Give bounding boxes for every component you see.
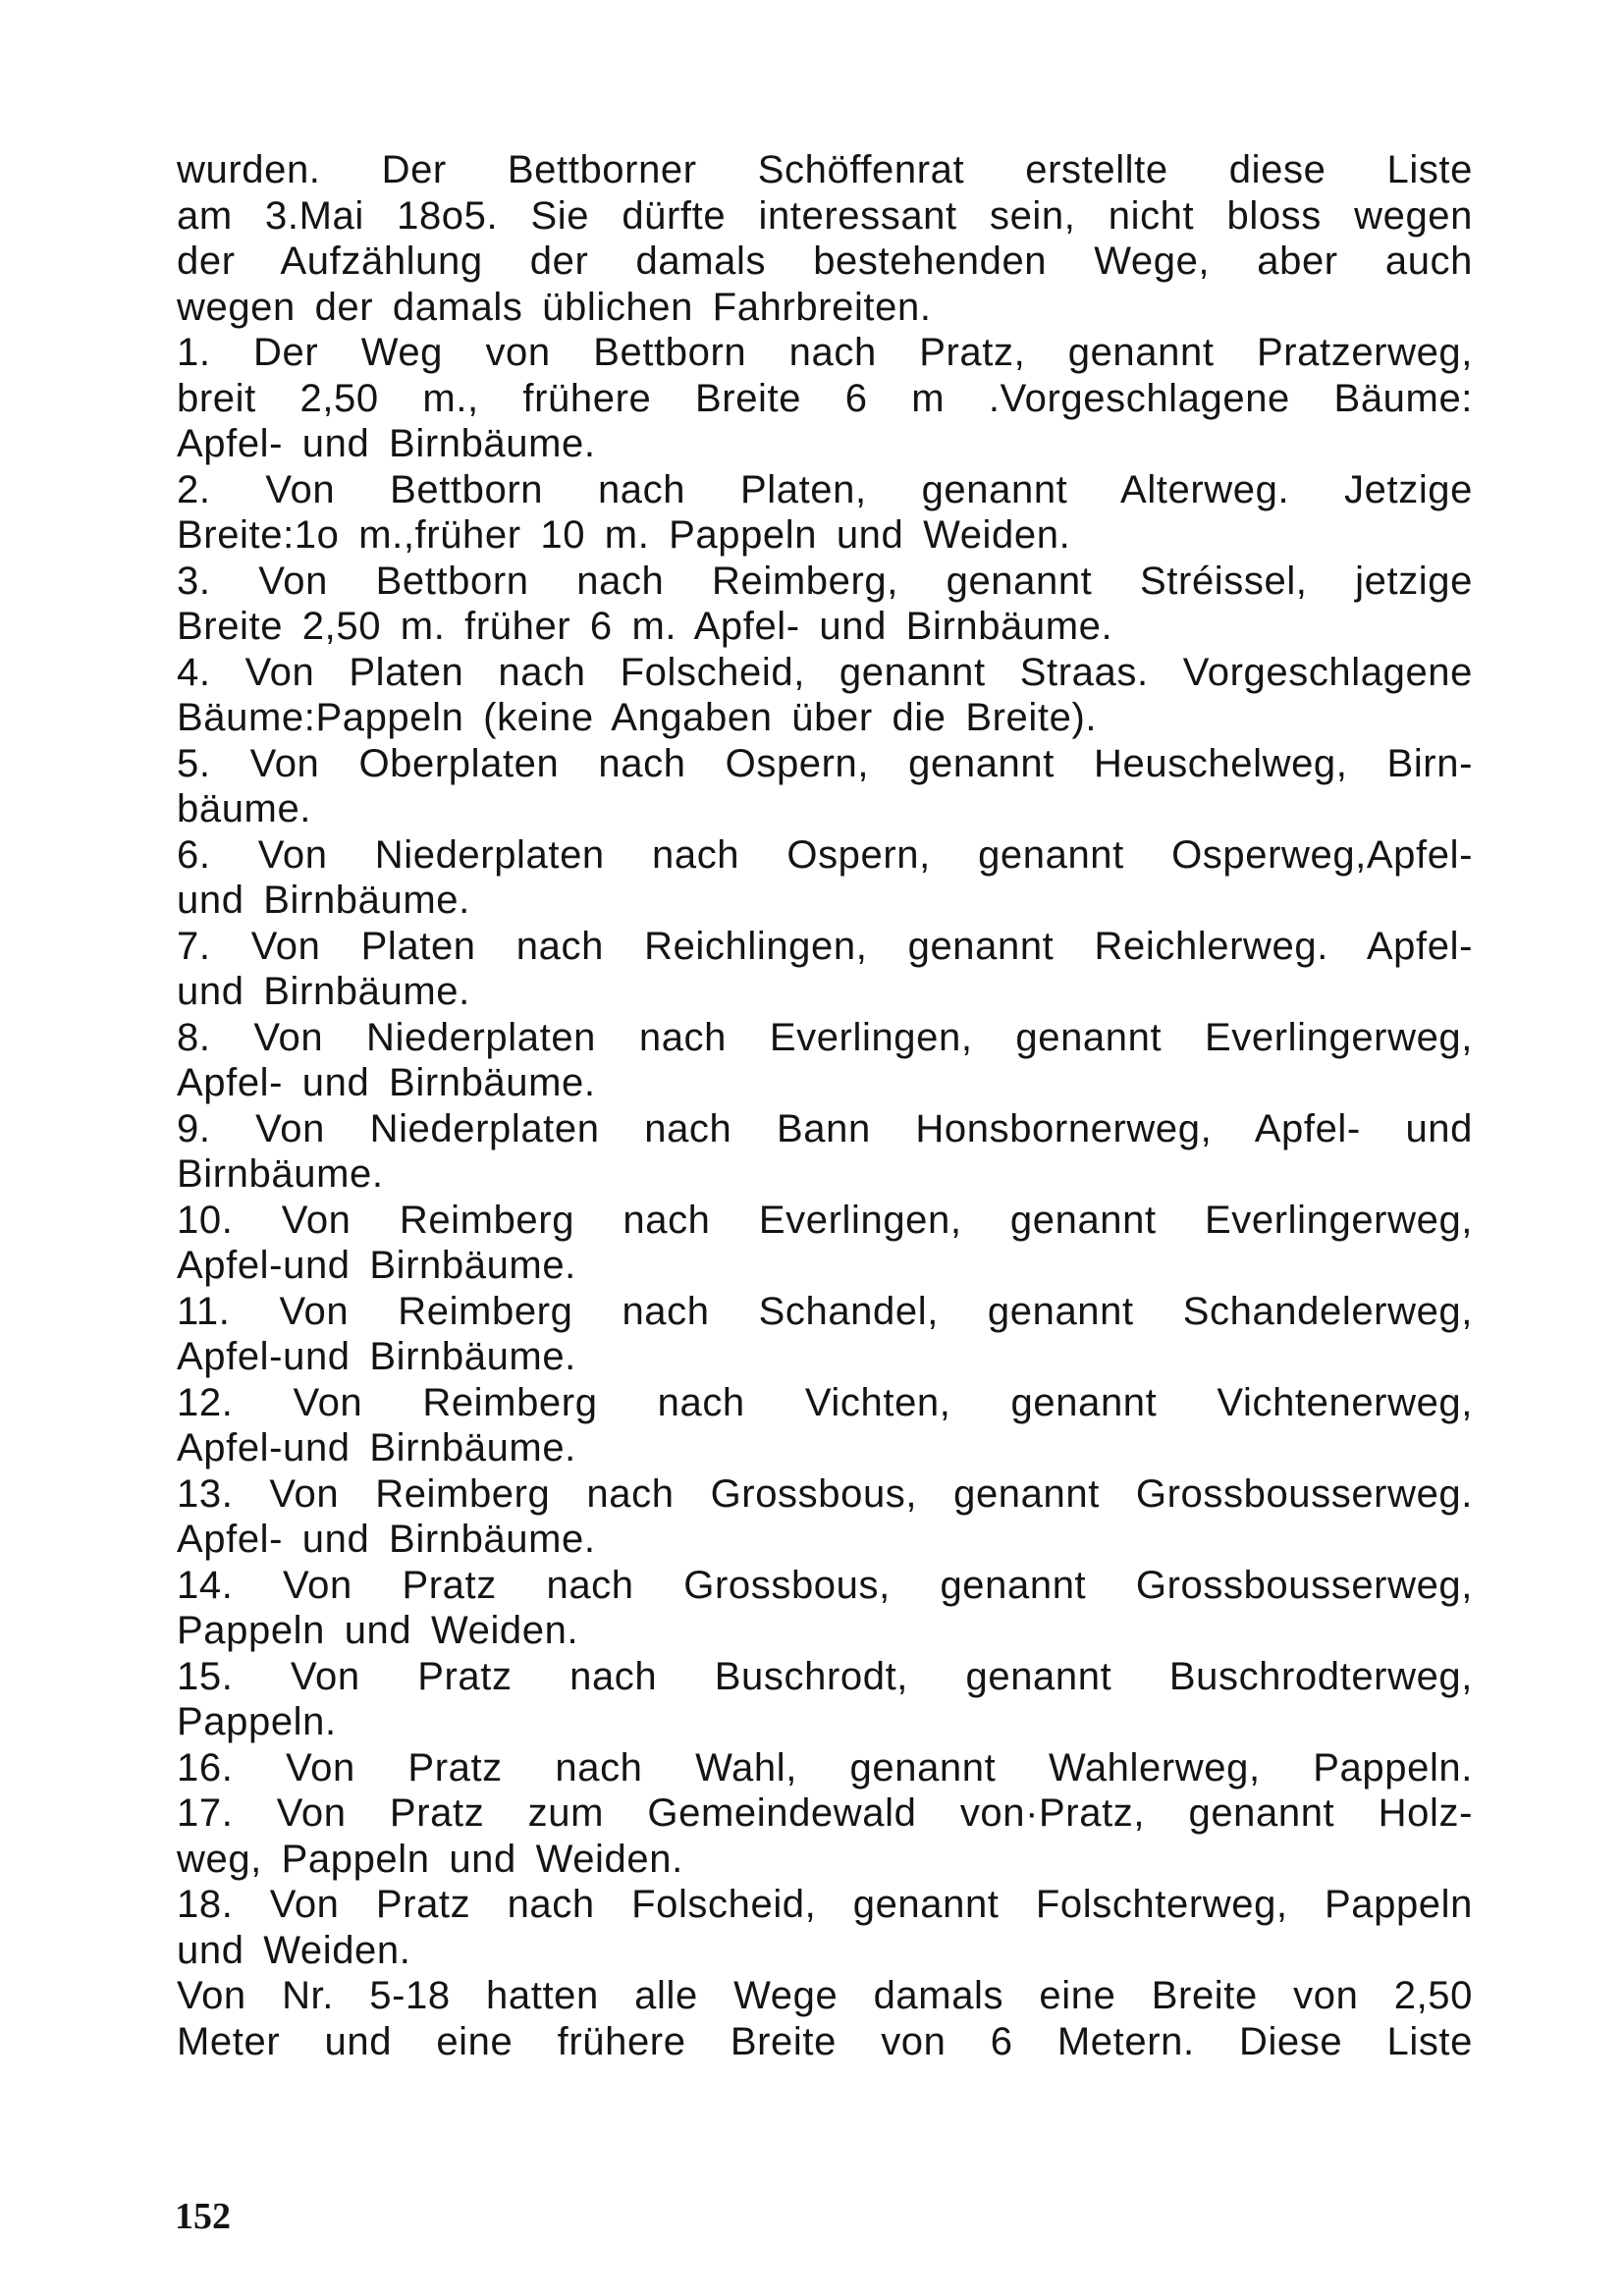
text-line-23: Birnbäume. xyxy=(177,1152,384,1196)
text-line-26: 11. Von Reimberg nach Schandel, genannt Schandelerweg, xyxy=(177,1289,1473,1333)
text-line-12: 4. Von Platen nach Folscheid, genannt Straas. Vorgeschlagene xyxy=(177,650,1473,694)
text-line-36: 16. Von Pratz nach Wahl, genannt Wahlerweg, Pappeln. xyxy=(177,1745,1473,1789)
text-line-7: Apfel- und Birnbäume. xyxy=(177,422,596,465)
text-line-13: Bäume:Pappeln (keine Angaben über die Breite). xyxy=(177,696,1098,739)
text-line-40: und Weiden. xyxy=(177,1928,411,1972)
text-line-14: 5. Von Oberplaten nach Ospern, genannt Heuschelweg, Birn- xyxy=(177,741,1473,785)
text-line-42: Meter und eine frühere Breite von 6 Metern. Diese Liste xyxy=(177,2019,1473,2063)
text-line-35: Pappeln. xyxy=(177,1700,337,1743)
body-text xyxy=(177,147,1473,2064)
text-line-27: Apfel-und Birnbäume. xyxy=(177,1335,576,1378)
text-line-17: und Birnbäume. xyxy=(177,879,470,922)
text-line-30: 13. Von Reimberg nach Grossbous, genannt Grossbousserweg. xyxy=(177,1471,1473,1516)
text-line-8: 2. Von Bettborn nach Platen, genannt Alterweg. Jetzige xyxy=(177,467,1473,511)
text-line-1: wurden. Der Bettborner Schöffenrat erstellte diese Liste xyxy=(177,148,1473,191)
text-line-29: Apfel-und Birnbäume. xyxy=(177,1426,576,1469)
text-line-33: Pappeln und Weiden. xyxy=(177,1609,579,1652)
text-line-6: breit 2,50 m., frühere Breite 6 m .Vorgeschlagene Bäume: xyxy=(177,376,1473,420)
text-line-10: 3. Von Bettborn nach Reimberg, genannt Stréissel, jetzige xyxy=(177,559,1473,603)
text-line-39: 18. Von Pratz nach Folscheid, genannt Folschterweg, Pappeln xyxy=(177,1883,1473,1926)
text-line-21: Apfel- und Birnbäume. xyxy=(177,1061,596,1104)
text-line-34: 15. Von Pratz nach Buschrodt, genannt Buschrodterweg, xyxy=(177,1654,1473,1698)
page-number: 152 xyxy=(175,2196,231,2237)
text-line-2: am 3.Mai 18o5. Sie dürfte interessant sein, nicht bloss wegen xyxy=(177,193,1473,238)
text-line-9: Breite:1o m.,früher 10 m. Pappeln und Weiden. xyxy=(177,513,1071,557)
text-line-25: Apfel-und Birnbäume. xyxy=(177,1244,576,1287)
text-line-11: Breite 2,50 m. früher 6 m. Apfel- und Birnbäume. xyxy=(177,605,1113,648)
text-line-22: 9. Von Niederplaten nach Bann Honsbornerweg, Apfel- und xyxy=(177,1106,1473,1150)
text-line-38: weg, Pappeln und Weiden. xyxy=(177,1837,683,1881)
text-line-19: und Birnbäume. xyxy=(177,970,470,1013)
text-line-28: 12. Von Reimberg nach Vichten, genannt Vichtenerweg, xyxy=(177,1380,1473,1424)
text-line-24: 10. Von Reimberg nach Everlingen, genannt Everlingerweg, xyxy=(177,1198,1473,1242)
text-line-3: der Aufzählung der damals bestehenden Wege, aber auch xyxy=(177,240,1473,283)
text-line-31: Apfel- und Birnbäume. xyxy=(177,1518,596,1561)
text-line-5: 1. Der Weg von Bettborn nach Pratz, genannt Pratzerweg, xyxy=(177,331,1473,374)
text-line-32: 14. Von Pratz nach Grossbous, genannt Grossbousserweg, xyxy=(177,1563,1473,1607)
text-line-15: bäume. xyxy=(177,787,312,830)
text-line-18: 7. Von Platen nach Reichlingen, genannt Reichlerweg. Apfel- xyxy=(177,924,1473,968)
text-line-16: 6. Von Niederplaten nach Ospern, genannt Osperweg,Apfel- xyxy=(177,832,1473,877)
text-line-41: Von Nr. 5-18 hatten alle Wege damals eine Breite von 2,50 xyxy=(177,1974,1473,2017)
text-line-37: 17. Von Pratz zum Gemeindewald von·Pratz, genannt Holz- xyxy=(177,1791,1473,1835)
text-line-20: 8. Von Niederplaten nach Everlingen, genannt Everlingerweg, xyxy=(177,1015,1473,1059)
text-line-4: wegen der damals üblichen Fahrbreiten. xyxy=(177,285,932,329)
